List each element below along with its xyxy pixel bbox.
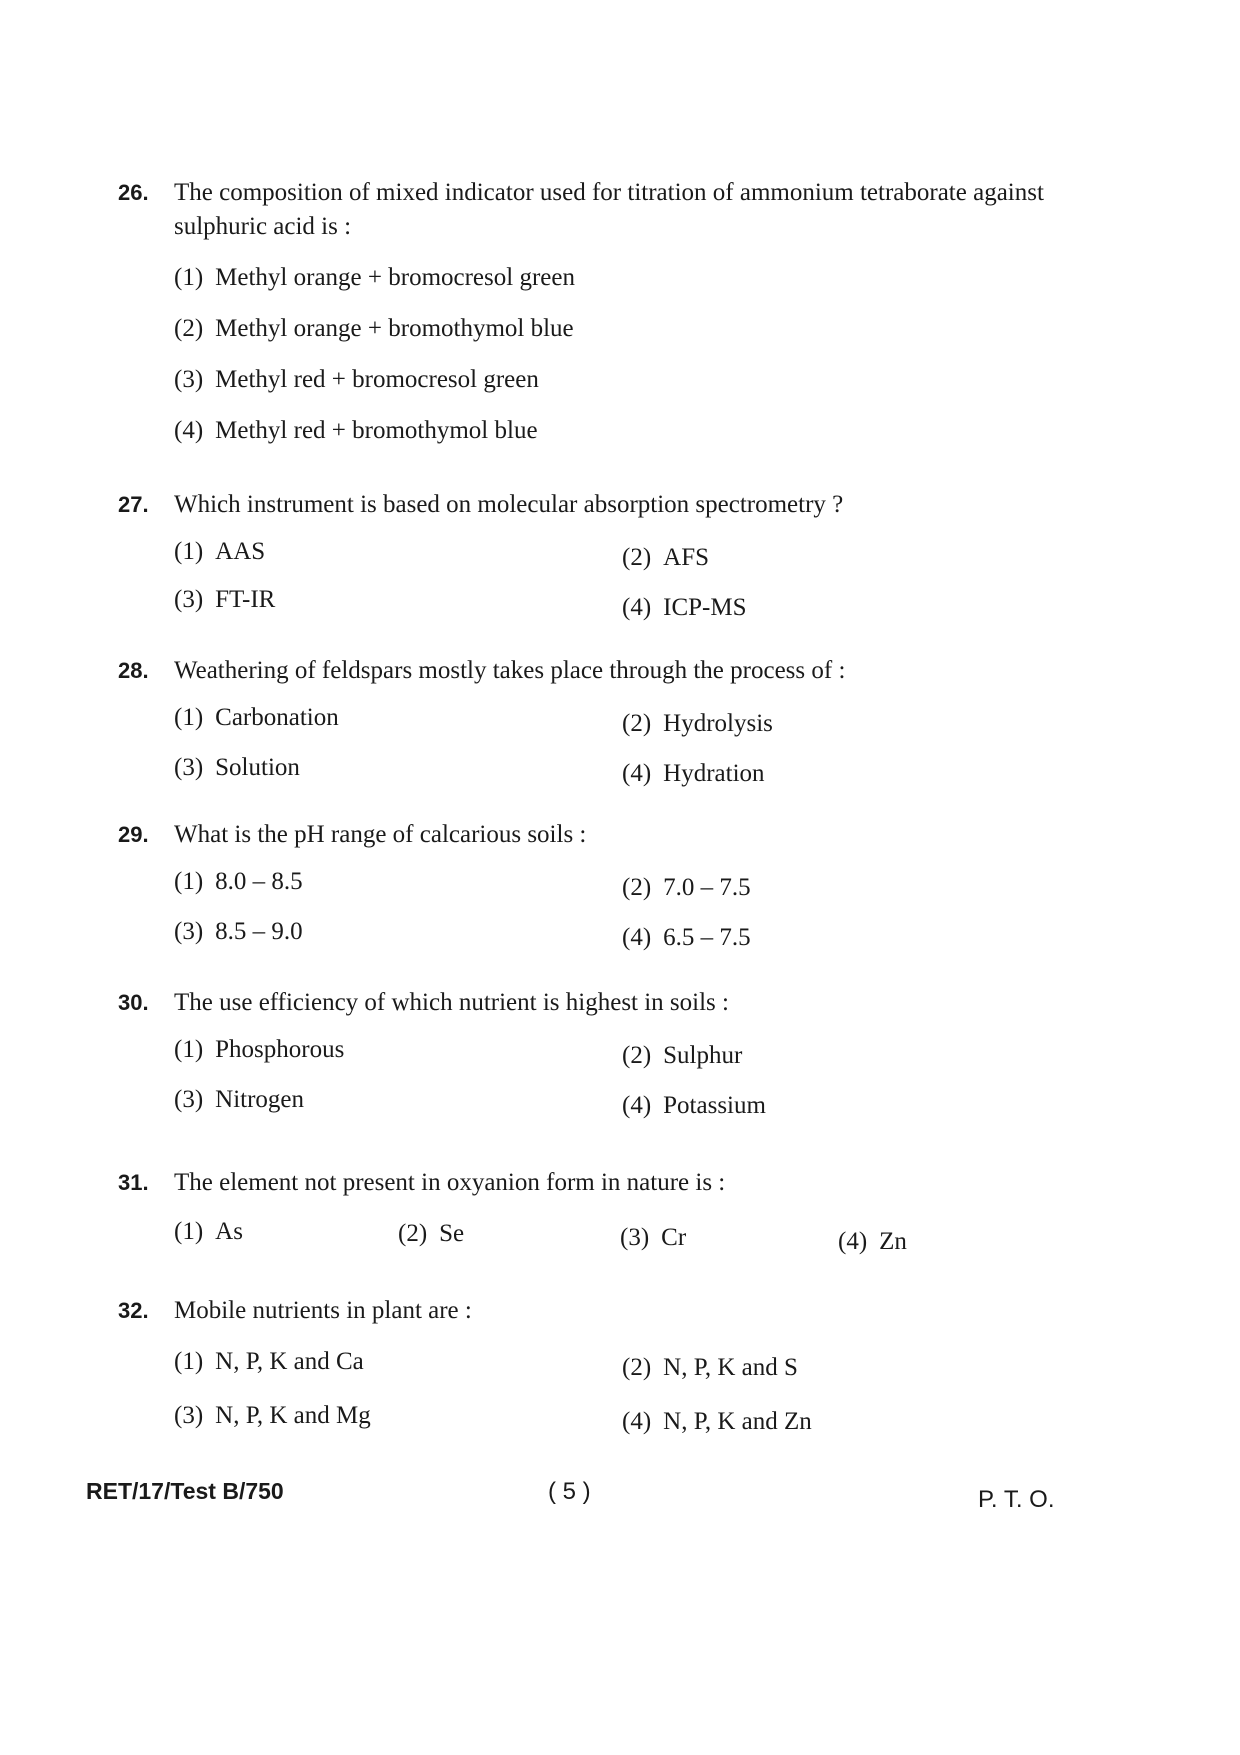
option-4	[622, 594, 747, 622]
option-text: FT-IR	[215, 586, 276, 613]
option-text: Solution	[215, 754, 300, 781]
option-text: N, P, K and Mg	[215, 1402, 371, 1429]
option-2	[622, 874, 751, 902]
option-number: (1)	[174, 538, 204, 565]
option-3	[174, 586, 275, 614]
option-text: Methyl red + bromothymol blue	[215, 417, 538, 444]
option-number: (2)	[174, 315, 204, 342]
question-text: The element not present in oxyanion form in nature is :	[174, 1169, 726, 1196]
option-text: AFS	[663, 544, 710, 571]
option-number: (3)	[174, 918, 204, 945]
option-text: Methyl red + bromocresol green	[215, 366, 539, 393]
option-text: N, P, K and Zn	[663, 1408, 812, 1435]
option-3	[174, 754, 300, 782]
option-4	[174, 417, 538, 445]
question-30	[118, 986, 1118, 1120]
option-number: (3)	[174, 1086, 204, 1113]
option-text: 7.0 – 7.5	[663, 874, 751, 901]
question-28	[118, 654, 1118, 788]
question-text: Which instrument is based on molecular absorption spectrometry ?	[174, 491, 844, 518]
option-text: Methyl orange + bromocresol green	[215, 264, 575, 291]
option-3	[174, 366, 539, 394]
option-number: (2)	[398, 1220, 428, 1247]
option-2	[398, 1220, 464, 1248]
options	[174, 1200, 1118, 1260]
page-number: ( 5 )	[548, 1478, 591, 1505]
option-number: (2)	[622, 874, 652, 901]
question-stem	[118, 818, 1118, 852]
option-number: (1)	[174, 1348, 204, 1375]
option-text: AAS	[215, 538, 266, 565]
question-number: 29.	[118, 822, 149, 847]
option-1	[174, 868, 303, 896]
option-number: (2)	[622, 544, 652, 571]
question-text: Mobile nutrients in plant are :	[174, 1297, 472, 1324]
option-number: (4)	[174, 417, 204, 444]
option-text: Phosphorous	[215, 1036, 345, 1063]
option-number: (3)	[174, 1402, 204, 1429]
option-number: (1)	[174, 868, 204, 895]
options	[174, 688, 1118, 788]
paper-code: RET/17/Test B/750	[86, 1478, 284, 1504]
options	[174, 1020, 1118, 1120]
question-stem	[118, 1166, 1118, 1200]
option-text: As	[215, 1218, 243, 1245]
option-1	[174, 264, 575, 292]
option-2	[622, 1042, 742, 1070]
pto-marker: P. T. O.	[978, 1486, 1055, 1513]
question-stem	[118, 986, 1118, 1020]
option-number: (1)	[174, 264, 204, 291]
question-32	[118, 1294, 1118, 1435]
option-number: (3)	[620, 1224, 650, 1251]
option-text: ICP-MS	[663, 594, 747, 621]
question-27	[118, 488, 1118, 622]
option-1	[174, 1348, 364, 1376]
option-text: N, P, K and Ca	[215, 1348, 364, 1375]
option-2	[622, 710, 773, 738]
option-1	[174, 704, 339, 732]
question-text: The use efficiency of which nutrient is highest in soils :	[174, 989, 729, 1016]
option-2	[174, 315, 574, 343]
question-26	[118, 176, 1118, 444]
option-number: (4)	[622, 1408, 652, 1435]
option-text: Hydration	[663, 760, 765, 787]
option-1	[174, 1036, 344, 1064]
options	[174, 1328, 1118, 1435]
option-1	[174, 538, 265, 566]
option-2	[622, 544, 709, 572]
option-number: (4)	[622, 924, 652, 951]
question-number: 32.	[118, 1298, 149, 1323]
question-text: What is the pH range of calcarious soils :	[174, 821, 587, 848]
option-text: 8.0 – 8.5	[215, 868, 303, 895]
option-4	[622, 760, 765, 788]
option-3	[174, 1402, 371, 1430]
option-number: (3)	[174, 366, 204, 393]
option-number: (1)	[174, 1218, 204, 1245]
option-4	[622, 924, 751, 952]
options	[174, 852, 1118, 952]
option-text: Sulphur	[663, 1042, 743, 1069]
option-text: Potassium	[663, 1092, 766, 1119]
option-text: Methyl orange + bromothymol blue	[215, 315, 574, 342]
question-29	[118, 818, 1118, 952]
option-number: (4)	[622, 760, 652, 787]
option-text: Zn	[879, 1228, 907, 1255]
option-text: N, P, K and S	[663, 1354, 798, 1381]
option-text: 8.5 – 9.0	[215, 918, 303, 945]
option-text: Carbonation	[215, 704, 339, 731]
option-number: (1)	[174, 1036, 204, 1063]
option-number: (4)	[622, 594, 652, 621]
option-number: (3)	[174, 754, 204, 781]
option-number: (4)	[622, 1092, 652, 1119]
option-1	[174, 1218, 243, 1246]
option-4	[622, 1408, 812, 1436]
option-text: Hydrolysis	[663, 710, 773, 737]
question-number: 26.	[118, 180, 149, 205]
option-number: (2)	[622, 710, 652, 737]
question-number: 30.	[118, 990, 149, 1015]
options	[174, 244, 1118, 444]
option-4	[838, 1228, 907, 1256]
options	[174, 522, 1118, 622]
option-number: (2)	[622, 1354, 652, 1381]
question-number: 31.	[118, 1170, 149, 1195]
question-stem	[118, 488, 1118, 522]
question-31	[118, 1166, 1118, 1260]
option-number: (2)	[622, 1042, 652, 1069]
option-text: Cr	[661, 1224, 687, 1251]
option-2	[622, 1354, 798, 1382]
option-number: (1)	[174, 704, 204, 731]
option-number: (3)	[174, 586, 204, 613]
question-number: 27.	[118, 492, 149, 517]
question-text: Weathering of feldspars mostly takes place through the process of :	[174, 657, 846, 684]
option-text: Nitrogen	[215, 1086, 305, 1113]
option-text: Se	[439, 1220, 465, 1247]
option-text: 6.5 – 7.5	[663, 924, 751, 951]
question-number: 28.	[118, 658, 149, 683]
question-stem	[118, 1294, 1118, 1328]
option-number: (4)	[838, 1228, 868, 1255]
option-3	[174, 1086, 304, 1114]
question-text: The composition of mixed indicator used for titration of ammonium tetraborate against sulphuric acid is :	[174, 179, 1044, 240]
option-3	[174, 918, 303, 946]
option-4	[622, 1092, 766, 1120]
question-stem	[118, 654, 1118, 688]
option-3	[620, 1224, 686, 1252]
question-stem	[118, 176, 1118, 244]
